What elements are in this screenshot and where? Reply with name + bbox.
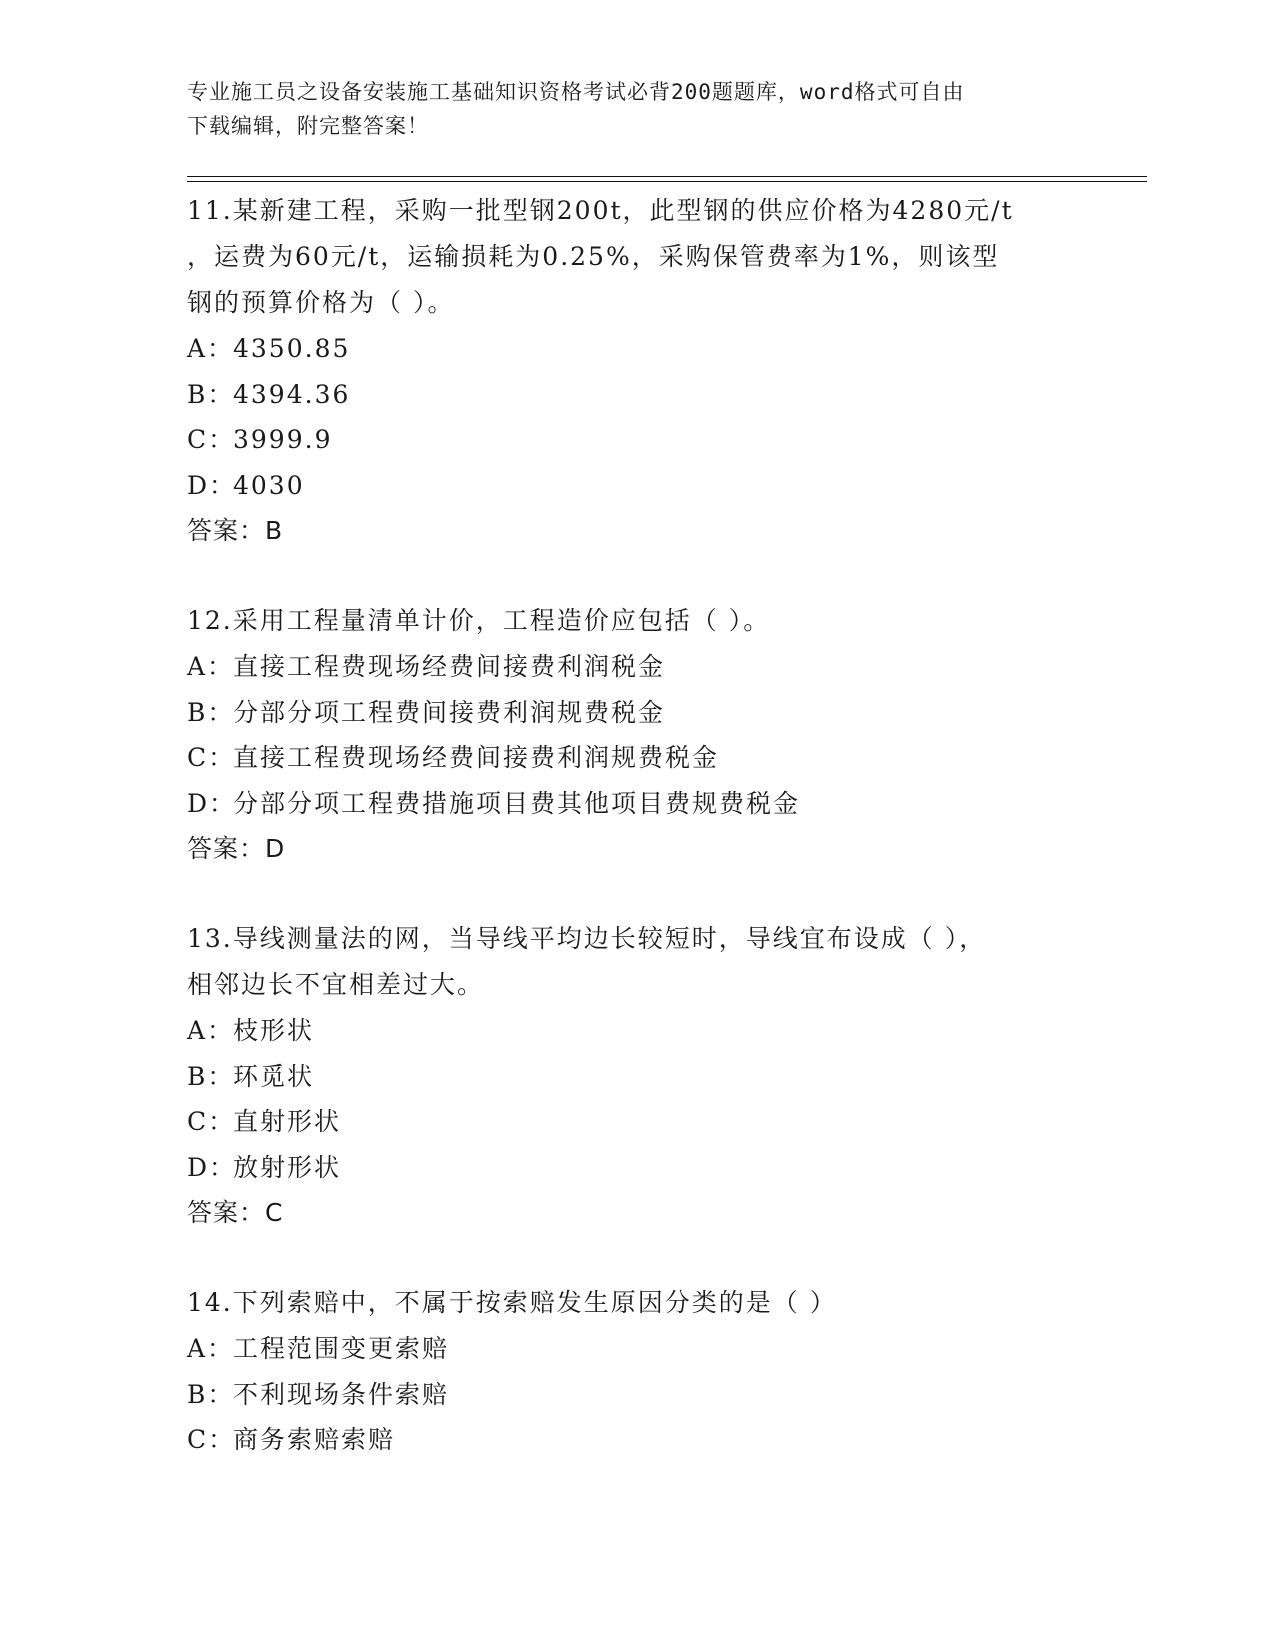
option-key: C： [187,1107,236,1136]
answer-line: 答案：D [187,834,286,863]
question-13 [187,916,1087,1236]
stem-line: 相邻边长不宜相差过大。 [187,970,485,999]
option-key: C： [187,425,236,454]
option-c [187,1417,1087,1463]
stem-line: 11.某新建工程，采购一批型钢200t，此型钢的供应价格为4280元/t [187,196,1014,225]
option-c [187,735,1087,781]
option-key: A： [187,1016,235,1045]
option-key: B： [187,379,235,409]
option-text: 直射形状 [233,1107,342,1136]
option-text: 不利现场条件索赔 [233,1379,450,1409]
question-list [187,188,1087,1463]
option-b [187,372,1087,418]
option-key: D： [187,1152,237,1182]
question-spacer [187,554,1087,598]
question-14 [187,1280,1087,1463]
option-b [187,690,1087,736]
option-d [187,1145,1087,1191]
option-b [187,1054,1087,1100]
option-text: 4350.85 [233,334,351,363]
stem-line: ，运费为60元/t，运输损耗为0.25%，采购保管费率为1%，则该型 [187,242,1000,271]
option-a [187,644,1087,690]
option-key: B： [187,1061,235,1091]
option-text: 分部分项工程费间接费利润规费税金 [233,697,666,727]
question-12 [187,598,1087,872]
option-c [187,417,1087,463]
header-divider-bottom [187,181,1147,182]
answer-line: 答案：B [187,516,284,545]
header-line-2: 下载编辑，附完整答案！ [187,114,429,138]
stem-line: 12.采用工程量清单计价，工程造价应包括（ ）。 [187,606,771,635]
question-spacer [187,872,1087,916]
option-key: D： [187,470,237,500]
option-key: A： [187,1334,235,1363]
stem-line: 钢的预算价格为（ ）。 [187,288,455,317]
option-d [187,463,1087,509]
option-text: 分部分项工程费措施项目费其他项目费规费税金 [233,788,801,818]
option-a [187,1326,1087,1372]
option-text: 4394.36 [233,379,351,409]
question-stem [187,598,1067,644]
option-key: C： [187,743,236,772]
option-text: 工程范围变更索赔 [233,1334,450,1363]
option-text: 放射形状 [233,1152,342,1182]
option-a [187,326,1087,372]
option-c [187,1099,1087,1145]
header-line-1: 专业施工员之设备安装施工基础知识资格考试必背200题题库，word格式可自由 [187,80,965,104]
question-stem [187,916,1067,1008]
option-key: D： [187,788,237,818]
question-spacer [187,1236,1087,1280]
stem-line: 14.下列索赔中，不属于按索赔发生原因分类的是（ ） [187,1288,837,1317]
option-text: 枝形状 [233,1016,315,1045]
option-key: A： [187,652,235,681]
option-text: 3999.9 [233,425,333,454]
option-key: A： [187,334,235,363]
answer-line: 答案：C [187,1198,284,1227]
option-text: 4030 [233,470,305,500]
option-d [187,781,1087,827]
document-header [187,75,1067,143]
question-stem [187,188,1067,326]
header-divider-top [187,176,1147,177]
option-text: 直接工程费现场经费间接费利润税金 [233,652,666,681]
option-text: 直接工程费现场经费间接费利润规费税金 [233,743,720,772]
option-b [187,1372,1087,1418]
stem-line: 13.导线测量法的网，当导线平均边长较短时，导线宜布设成（ ）， [187,924,987,953]
option-key: C： [187,1425,236,1454]
option-key: B： [187,697,235,727]
question-stem [187,1280,1067,1326]
option-key: B： [187,1379,235,1409]
option-text: 商务索赔索赔 [233,1425,396,1454]
option-a [187,1008,1087,1054]
option-text: 环觅状 [233,1061,315,1091]
question-11 [187,188,1087,554]
